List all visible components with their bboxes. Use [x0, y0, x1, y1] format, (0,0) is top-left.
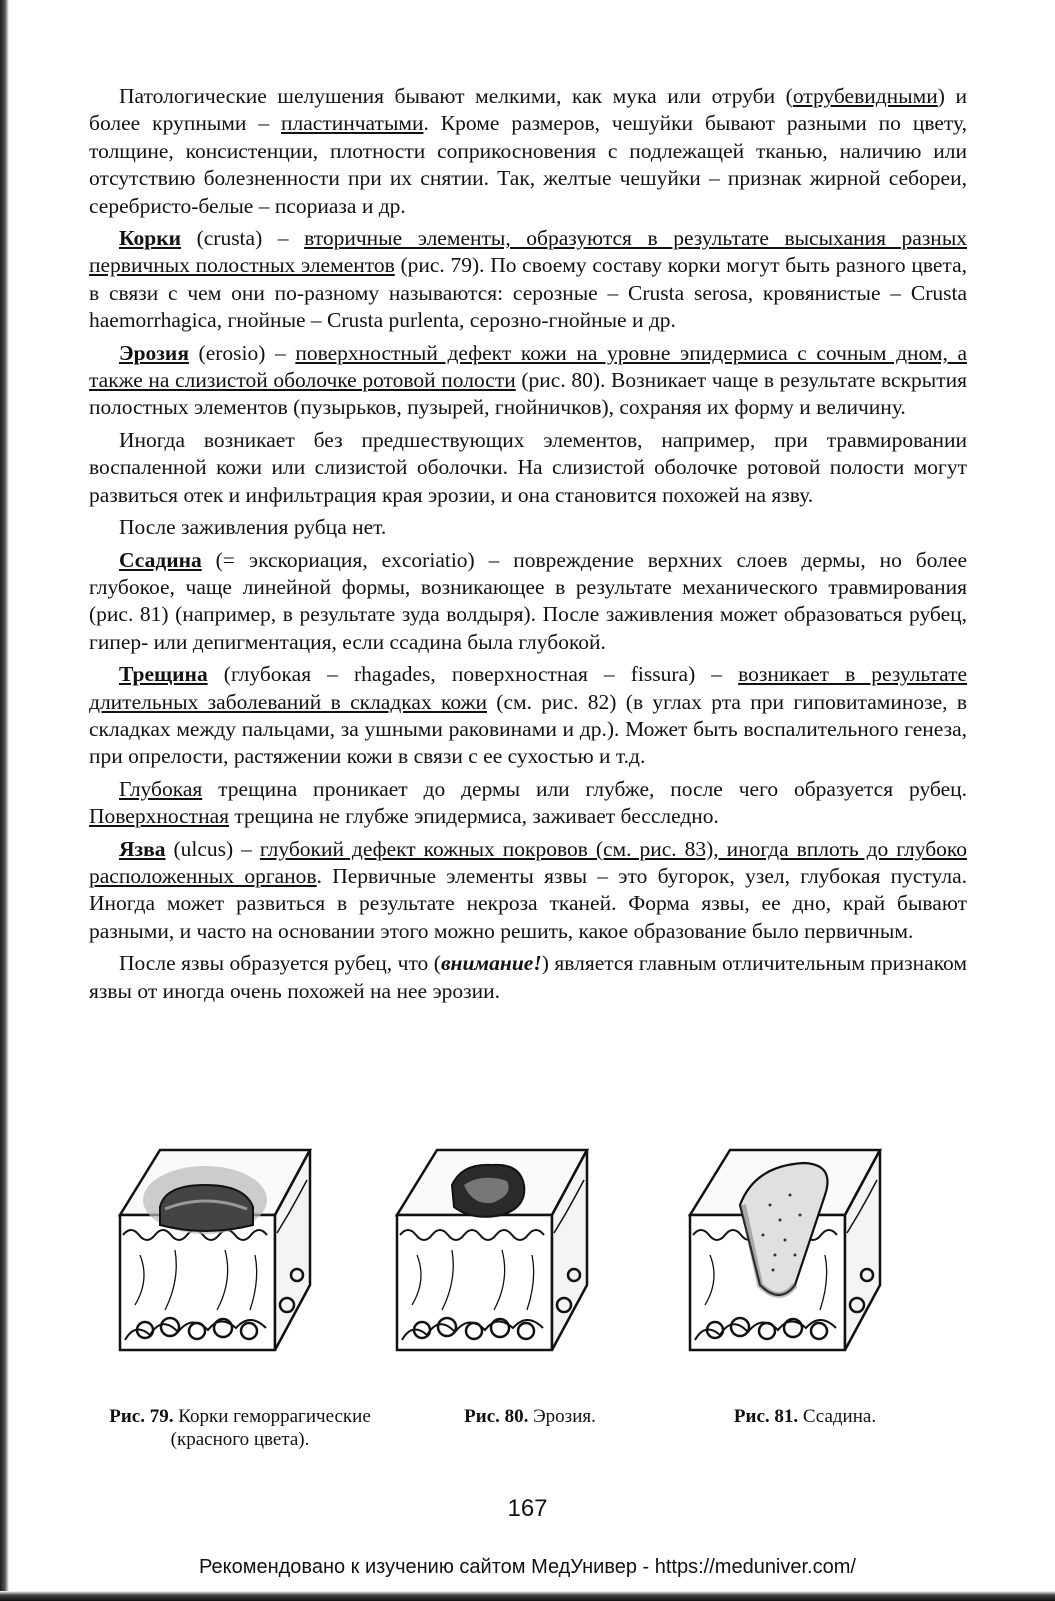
- definition: глубокий дефект кожных покровов (см. рис. 83), иногда вплоть до глубоко расположенных органов: [89, 836, 967, 888]
- term: Эрозия: [119, 340, 189, 365]
- crust-skin-block-drawing: [115, 1145, 315, 1360]
- term: Язва: [119, 836, 166, 861]
- text-run: Иногда возникает без предшествующих элементов, например, при травмировании воспаленной кожи или слизистой оболочки. На слизистой оболочке ротовой полости могут развиться отек и инфильтрация края эрозии, и она становится похожей на язву.: [89, 427, 967, 507]
- text-run: . Первичные элементы язвы – это бугорок, узел, глубокая пустула. Иногда может развиться в результате некроза тканей. Форма язвы, ее дно, край бывают разными, и часто на основании этого можно решить, какое образование было первичным.: [89, 863, 967, 943]
- text-run: (рис. 80). Возникает чаще в результате вскрытия полостных элементов (пузырьков, пузырей, гнойничков), сохраняя их форму и величину.: [89, 368, 967, 420]
- figure-erosion: [392, 1145, 592, 1360]
- definition: вторичные элементы, образуются в результате высыхания разных первичных полостных элементов: [89, 226, 968, 278]
- paragraph: [89, 547, 967, 657]
- paragraph: [89, 661, 967, 771]
- definition: возникает в результате длительных заболеваний в складках кожи: [89, 662, 968, 714]
- caption-fig-80: [430, 1405, 630, 1428]
- term: Корки: [119, 226, 182, 251]
- caption-fig-79-number: Рис. 79.: [109, 1406, 174, 1427]
- paragraph: [89, 514, 967, 541]
- caption-fig-80-number: Рис. 80.: [464, 1406, 529, 1427]
- paragraph: [89, 776, 967, 831]
- scan-edge-left: [0, 0, 9, 1601]
- term: Трещина: [119, 662, 208, 687]
- caption-fig-79-text: Корки геморрагические (красного цвета).: [170, 1406, 371, 1450]
- caption-fig-81-text: Ссадина.: [798, 1406, 877, 1427]
- text-run: (= экскориация, excoriatio) – повреждение верхних слоев дермы, но более глубокое, чаще линейной формы, возникающее в результате механического травмирования (рис. 81) (например, в результате зуда волдыря). После заживления может образоваться рубец, гипер- или депигментация, если ссадина была глубокой.: [89, 547, 967, 654]
- definition: Глубокая: [119, 776, 203, 801]
- text-run: трещина не глубже эпидермиса, заживает бесследно.: [229, 804, 719, 829]
- excoriation-skin-block-drawing: [685, 1145, 885, 1360]
- figures-row: [100, 1145, 980, 1355]
- definition: пластинчатыми: [281, 111, 424, 136]
- caption-fig-79: [100, 1405, 380, 1451]
- body-text: [89, 83, 967, 1010]
- definition: поверхностный дефект кожи на уровне эпидермиса с сочным дном, а также на слизистой оболочке ротовой полости: [89, 340, 967, 393]
- text-run: ) является главным отличительным признаком язвы от иногда очень похожей на нее эрозии.: [89, 951, 967, 1003]
- text-run: Патологические шелушения бывают мелкими, как мука или отруби (: [119, 84, 793, 108]
- caption-fig-80-text: Эрозия.: [528, 1406, 596, 1427]
- paragraph: [89, 83, 967, 220]
- text-run: (глубокая – rhagades, поверхностная – fissura) –: [207, 662, 739, 687]
- paragraph: [89, 225, 967, 335]
- page-number: 167: [507, 1495, 548, 1522]
- text-run: После язвы образуется рубец, что (: [119, 951, 441, 976]
- scan-edge-bottom: [0, 1591, 1055, 1601]
- text-run: (см. рис. 82) (в углах рта при гиповитаминозе, в складках между пальцами, за ушными раковинами и др.). Может быть воспалительного генеза, при опрелости, растяжении кожи в связи с ее сухостью и т.д.: [89, 689, 968, 769]
- definition: Поверхностная: [89, 804, 230, 829]
- erosion-skin-block-drawing: [392, 1145, 592, 1360]
- text-run: (erosio) –: [188, 340, 296, 365]
- paragraph: [89, 836, 967, 946]
- paragraph: [89, 950, 967, 1005]
- figure-crust: [115, 1145, 315, 1360]
- emphasis: внимание!: [440, 951, 542, 976]
- text-run: ) и более крупными –: [89, 84, 967, 136]
- paragraph: [89, 427, 967, 509]
- figure-excoriation: [685, 1145, 885, 1360]
- text-run: (рис. 79). По своему составу корки могут быть разного цвета, в связи с чем они по-разному называются: серозные – Crusta serosa, кровянистые – Crusta haemorrhagica, гнойные – Crusta purlenta, серозно-гнойные и др.: [89, 253, 967, 333]
- text-run: трещина проникает до дермы или глубже, после чего образуется рубец.: [202, 776, 967, 801]
- caption-fig-81-number: Рис. 81.: [733, 1406, 799, 1427]
- text-run: (crusta) –: [181, 226, 305, 251]
- text-run: После заживления рубца нет.: [119, 515, 387, 540]
- footer-recommendation: Рекомендовано к изучению сайтом МедУнивер - https://meduniver.com/: [199, 1556, 856, 1578]
- text-run: (ulcus) –: [165, 836, 260, 861]
- definition: отрубевидными: [792, 84, 938, 108]
- caption-fig-81: [700, 1405, 910, 1428]
- term: Ссадина: [119, 547, 202, 572]
- paragraph: [89, 340, 967, 422]
- text-run: . Кроме размеров, чешуйки бывают разными по цвету, толщине, консистенции, плотности соприкосновения с подлежащей тканью, наличию или отсутствию болезненности при их снятии. Так, желтые чешуйки – признак жирной себореи, серебристо-белые – псориаза и др.: [89, 111, 968, 218]
